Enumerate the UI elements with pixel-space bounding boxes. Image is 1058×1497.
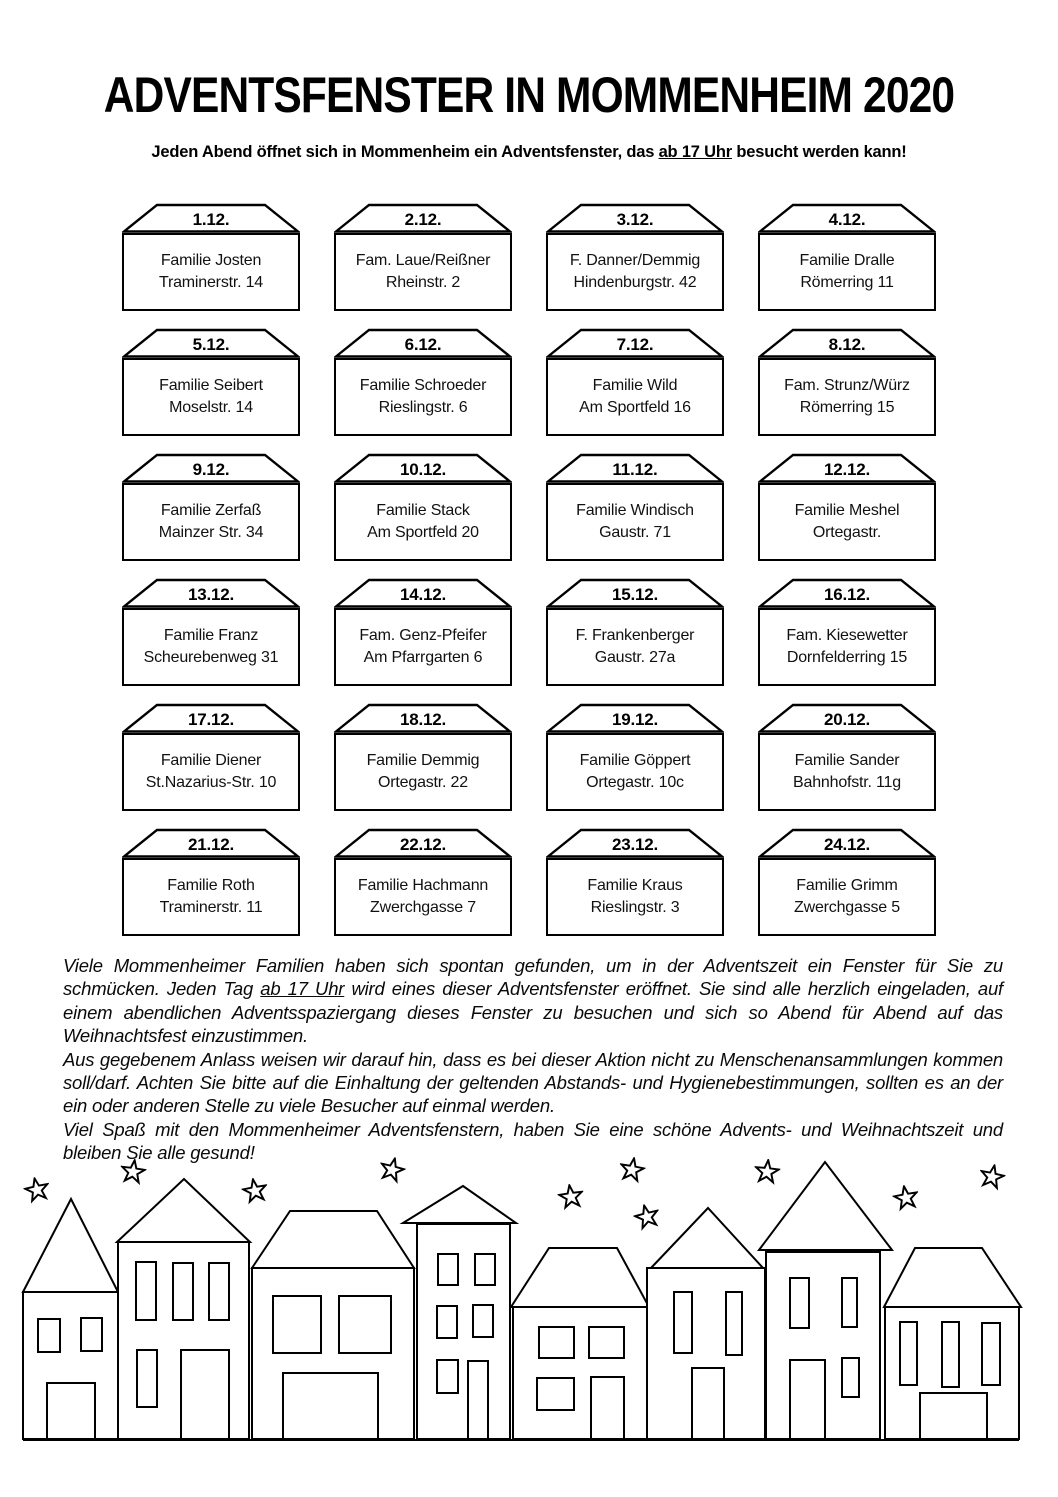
house-body (122, 608, 300, 686)
advent-house-3 (546, 203, 724, 311)
house-address: Am Sportfeld 20 (367, 524, 479, 541)
house-body (758, 608, 936, 686)
house-family: Familie Schroeder (359, 377, 487, 394)
house-address: Traminerstr. 11 (159, 899, 263, 916)
house-address: Römerring 11 (800, 274, 894, 291)
footer-paragraph-3: Viel Spaß mit den Mommenheimer Adventsfenstern, haben Sie eine schöne Advents- und Weihnachtszeit und bleiben Sie alle gesund! (63, 1118, 1003, 1164)
house-date: 23.12. (611, 835, 659, 854)
house-date: 17.12. (187, 710, 235, 729)
star-icon (242, 1177, 268, 1202)
house-family: Familie Windisch (576, 502, 694, 519)
house-family: Familie Sander (794, 752, 900, 769)
advent-house-2 (334, 203, 512, 311)
drawn-house-5 (511, 1248, 649, 1439)
advent-house-11 (546, 453, 724, 561)
house-family: Familie Demmig (366, 752, 480, 769)
house-date: 4.12. (828, 210, 866, 229)
house-family: Familie Diener (160, 752, 262, 769)
house-address: Gaustr. 27a (594, 649, 676, 666)
drawn-house-4 (403, 1186, 516, 1439)
star-icon (755, 1159, 780, 1183)
house-address: Rieslingstr. 3 (590, 899, 680, 916)
drawn-house-2 (117, 1179, 250, 1439)
subtitle-post: besucht werden kann! (731, 143, 907, 161)
house-address: Ortegastr. 22 (378, 774, 468, 791)
house-family: Familie Göppert (579, 752, 691, 769)
house-body (122, 858, 300, 936)
advent-house-4 (758, 203, 936, 311)
house-address: Hindenburgstr. 42 (573, 274, 697, 291)
house-family: Familie Franz (163, 627, 259, 644)
house-body (546, 608, 724, 686)
drawn-house-3 (252, 1211, 414, 1439)
star-icon (893, 1184, 919, 1209)
drawn-house-6 (647, 1208, 765, 1439)
house-address: St.Nazarius-Str. 10 (145, 774, 277, 791)
house-family: Familie Kraus (587, 877, 683, 894)
house-body (122, 358, 300, 436)
house-date: 22.12. (399, 835, 447, 854)
house-address: Ortegastr. 10c (586, 774, 684, 791)
house-body (546, 233, 724, 311)
advent-house-16 (758, 578, 936, 686)
drawn-house-8 (884, 1248, 1021, 1439)
house-address: Rheinstr. 2 (385, 274, 461, 291)
house-date: 20.12. (823, 710, 871, 729)
page-title: ADVENTSFENSTER IN MOMMENHEIM 2020 (103, 67, 955, 123)
house-body (758, 483, 936, 561)
house-body (334, 733, 512, 811)
house-address: Dornfelderring 15 (786, 649, 908, 666)
house-body (546, 483, 724, 561)
house-body (122, 233, 300, 311)
advent-house-15 (546, 578, 724, 686)
advent-house-9 (122, 453, 300, 561)
advent-house-5 (122, 328, 300, 436)
house-date: 12.12. (823, 460, 871, 479)
house-body (334, 858, 512, 936)
house-date: 21.12. (187, 835, 235, 854)
star-icon (619, 1156, 645, 1181)
house-body (546, 358, 724, 436)
advent-house-18 (334, 703, 512, 811)
house-body (334, 608, 512, 686)
village-skyline-drawing (0, 1140, 1058, 1497)
subtitle (0, 143, 1058, 162)
house-address: Gaustr. 71 (599, 524, 671, 541)
house-body (758, 358, 936, 436)
house-body (546, 858, 724, 936)
house-body (758, 233, 936, 311)
footer-time-underlined: ab 17 Uhr (260, 978, 345, 1000)
house-address: Scheurebenweg 31 (143, 649, 279, 666)
house-address: Ortegastr. (812, 524, 882, 541)
house-body (122, 483, 300, 561)
village-illustration (0, 1140, 1058, 1497)
house-body (758, 733, 936, 811)
star-icon (120, 1159, 146, 1184)
advent-house-6 (334, 328, 512, 436)
advent-house-19 (546, 703, 724, 811)
house-date: 16.12. (823, 585, 871, 604)
star-icon (379, 1156, 406, 1182)
star-icon (23, 1176, 50, 1202)
house-date: 9.12. (192, 460, 230, 479)
house-body (758, 858, 936, 936)
advent-house-24 (758, 828, 936, 936)
advent-house-10 (334, 453, 512, 561)
house-address: Am Sportfeld 16 (579, 399, 691, 416)
house-date: 24.12. (823, 835, 871, 854)
house-date: 14.12. (399, 585, 447, 604)
advent-houses-grid (122, 203, 936, 936)
house-address: Traminerstr. 14 (159, 274, 263, 291)
advent-house-14 (334, 578, 512, 686)
house-address: Zwerchgasse 5 (794, 899, 900, 916)
house-address: Am Pfarrgarten 6 (363, 649, 483, 666)
footer-paragraph-2: Aus gegebenem Anlass weisen wir darauf hin, dass es bei dieser Aktion nicht zu Menschenansammlungen kommen soll/darf. Achten Sie bitte auf die Einhaltung der geltenden Abstands- und Hygienebestimmungen, sollten es an der ein oder anderen Stelle zu viele Besucher auf einmal werden. (63, 1048, 1003, 1117)
footer-p1-post: wird eines dieser Adventsfenster eröffnet. Sie sind alle herzlich eingeladen, auf einem abendlichen Adventsspaziergang dieses Fenster zu besuchen und sich so Abend für Abend auf das Weihnachtsfest einzustimmen. (63, 978, 1003, 1047)
star-icon (558, 1184, 584, 1209)
house-family: Familie Seibert (159, 377, 263, 394)
house-date: 19.12. (611, 710, 659, 729)
house-family: Familie Josten (160, 252, 262, 269)
house-address: Moselstr. 14 (169, 399, 253, 416)
house-family: Familie Grimm (796, 877, 898, 894)
advent-house-7 (546, 328, 724, 436)
house-date: 2.12. (404, 210, 442, 229)
star-icon (633, 1203, 660, 1229)
house-family: Fam. Genz-Pfeifer (359, 627, 487, 644)
advent-house-20 (758, 703, 936, 811)
advent-house-22 (334, 828, 512, 936)
house-address: Mainzer Str. 34 (158, 524, 264, 541)
house-date: 18.12. (399, 710, 447, 729)
house-date: 13.12. (187, 585, 235, 604)
drawn-house-1 (23, 1199, 118, 1439)
house-date: 10.12. (399, 460, 447, 479)
house-date: 1.12. (192, 210, 230, 229)
house-address: Zwerchgasse 7 (370, 899, 476, 916)
house-date: 6.12. (404, 335, 442, 354)
house-family: Familie Hachmann (357, 877, 489, 894)
house-body (334, 233, 512, 311)
house-date: 7.12. (616, 335, 654, 354)
house-family: Familie Wild (592, 377, 678, 394)
house-body (546, 733, 724, 811)
house-date: 15.12. (611, 585, 659, 604)
house-date: 11.12. (612, 460, 658, 479)
house-address: Rieslingstr. 6 (378, 399, 468, 416)
house-address: Römerring 15 (799, 399, 895, 416)
house-family: Familie Zerfaß (160, 502, 262, 519)
footer-paragraph-1 (63, 954, 1003, 1048)
advent-house-1 (122, 203, 300, 311)
advent-house-8 (758, 328, 936, 436)
house-family: Familie Stack (376, 502, 470, 519)
house-family: F. Danner/Demmig (569, 252, 701, 269)
house-date: 8.12. (828, 335, 866, 354)
house-family: Fam. Kiesewetter (786, 627, 908, 644)
house-family: Familie Dralle (799, 252, 895, 269)
footer-text (63, 954, 1003, 1165)
footer-p1-pre: Viele Mommenheimer Familien haben sich spontan gefunden, um in der Adventszeit ein Fenster für Sie zu schmücken. Jeden Tag (63, 955, 1003, 1000)
house-family: F. Frankenberger (575, 627, 695, 644)
subtitle-time-underlined: ab 17 Uhr (658, 143, 732, 161)
house-body (334, 358, 512, 436)
house-family: Fam. Laue/Reißner (355, 252, 491, 269)
house-address: Bahnhofstr. 11g (793, 774, 901, 791)
subtitle-pre: Jeden Abend öffnet sich in Mommenheim ein Adventsfenster, das (151, 143, 659, 161)
house-date: 3.12. (616, 210, 654, 229)
advent-house-21 (122, 828, 300, 936)
advent-house-17 (122, 703, 300, 811)
advent-house-23 (546, 828, 724, 936)
drawn-house-7 (759, 1162, 892, 1439)
advent-house-12 (758, 453, 936, 561)
house-date: 5.12. (192, 335, 230, 354)
house-family: Fam. Strunz/Würz (784, 377, 910, 394)
house-body (334, 483, 512, 561)
house-family: Familie Meshel (794, 502, 900, 519)
house-body (122, 733, 300, 811)
star-icon (979, 1163, 1006, 1189)
house-family: Familie Roth (167, 877, 255, 894)
advent-house-13 (122, 578, 300, 686)
